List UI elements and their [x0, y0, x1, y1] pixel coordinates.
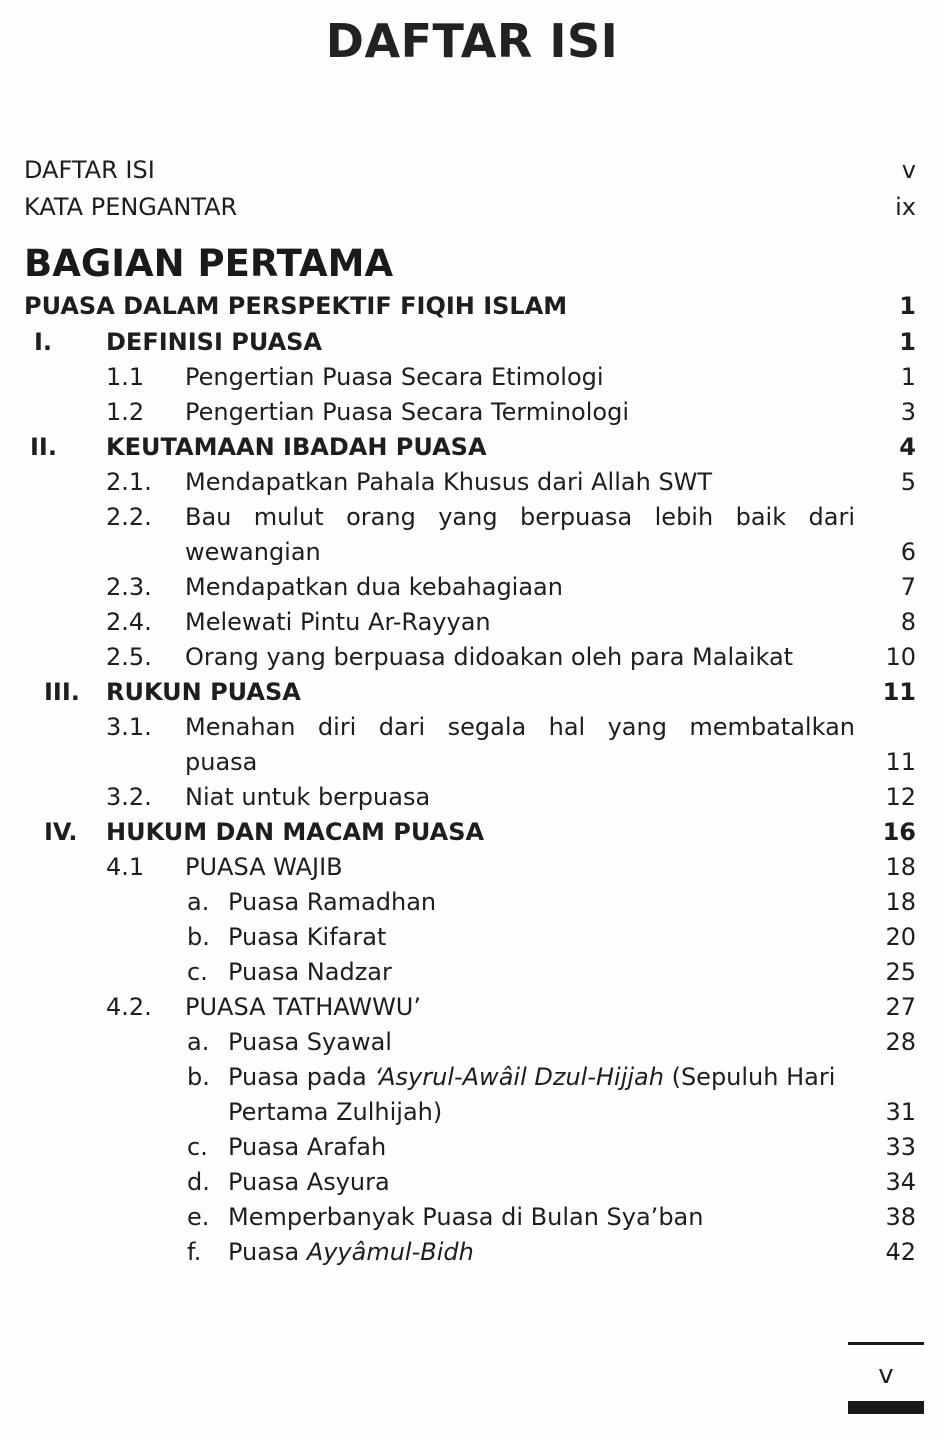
- chapter-number: III.: [44, 678, 80, 706]
- toc-page-number: 18: [885, 853, 916, 881]
- toc-entry-label: puasa: [185, 748, 258, 776]
- toc-entry-label: Puasa Nadzar: [228, 958, 392, 986]
- item-letter: b.: [187, 923, 210, 951]
- toc-page-number: 5: [900, 468, 916, 496]
- section-number: 4.1: [106, 853, 145, 881]
- toc-page-number: 16: [882, 818, 916, 846]
- toc-page-number: 7: [900, 573, 916, 601]
- toc-page-number: v: [901, 156, 916, 184]
- part-heading: BAGIAN PERTAMA: [24, 242, 394, 285]
- toc-entry-label: Memperbanyak Puasa di Bulan Sya’ban: [228, 1203, 704, 1231]
- toc-page-number: 12: [885, 783, 916, 811]
- section-number: 2.3.: [106, 573, 152, 601]
- folio-rule-bottom: [848, 1401, 924, 1414]
- toc-page-number: 6: [900, 538, 916, 566]
- folio-rule-top: [848, 1342, 924, 1345]
- toc-page-number: 1: [900, 363, 916, 391]
- toc-page-number: 18: [885, 888, 916, 916]
- chapter-number: I.: [34, 328, 53, 356]
- folio-page-number: v: [878, 1360, 894, 1390]
- item-letter: c.: [187, 958, 208, 986]
- section-number: 1.2: [106, 398, 145, 426]
- toc-entry-label: wewangian: [185, 538, 321, 566]
- toc-entry-label: Bau mulut orang yang berpuasa lebih baik dari: [185, 503, 855, 531]
- label-text: Puasa: [228, 1238, 307, 1266]
- toc-entry-label: DAFTAR ISI: [24, 156, 155, 184]
- toc-entry-label: Orang yang berpuasa didoakan oleh para Malaikat: [185, 643, 794, 671]
- toc-entry-label: Puasa Ramadhan: [228, 888, 437, 916]
- toc-entry-label: Menahan diri dari segala hal yang membatalkan: [185, 713, 855, 741]
- toc-page-number: 11: [882, 678, 916, 706]
- toc-entry-label: Puasa Kifarat: [228, 923, 387, 951]
- item-letter: f.: [187, 1238, 202, 1266]
- toc-page-number: 10: [885, 643, 916, 671]
- toc-entry-label: [228, 1235, 474, 1270]
- label-text: (Sepuluh Hari: [663, 1063, 836, 1091]
- chapter-number: IV.: [44, 818, 78, 846]
- toc-page-number: 3: [900, 398, 916, 426]
- toc-entry-label: Melewati Pintu Ar-Rayyan: [185, 608, 491, 636]
- toc-page-number: 4: [899, 433, 916, 461]
- toc-page-number: 8: [900, 608, 916, 636]
- toc-page-number: 20: [885, 923, 916, 951]
- toc-page-number: 33: [885, 1133, 916, 1161]
- section-number: 2.5.: [106, 643, 152, 671]
- page-title: DAFTAR ISI: [325, 14, 619, 68]
- toc-page-number: 11: [885, 748, 916, 776]
- item-letter: e.: [187, 1203, 210, 1231]
- item-letter: d.: [187, 1168, 210, 1196]
- chapter-label: DEFINISI PUASA: [106, 328, 322, 356]
- section-number: 2.4.: [106, 608, 152, 636]
- item-letter: a.: [187, 888, 210, 916]
- toc-page-number: 27: [885, 993, 916, 1021]
- section-number: 4.2.: [106, 993, 152, 1021]
- toc-entry-label: [228, 1060, 835, 1095]
- toc-entry-label: Niat untuk berpuasa: [185, 783, 431, 811]
- toc-page-number: ix: [895, 193, 916, 221]
- label-text: Puasa pada: [228, 1063, 375, 1091]
- section-label: PUASA TATHAWWU’: [185, 993, 422, 1021]
- toc-entry-label: Pengertian Puasa Secara Terminologi: [185, 398, 629, 426]
- toc-entry-label: KATA PENGANTAR: [24, 193, 238, 221]
- chapter-label: RUKUN PUASA: [106, 678, 301, 706]
- toc-page-number: 34: [885, 1168, 916, 1196]
- chapter-label: KEUTAMAAN IBADAH PUASA: [106, 433, 487, 461]
- toc-entry-label: Pengertian Puasa Secara Etimologi: [185, 363, 604, 391]
- toc-entry-label: Puasa Syawal: [228, 1028, 392, 1056]
- toc-page-number: 31: [885, 1098, 916, 1126]
- toc-entry-label: Puasa Arafah: [228, 1133, 387, 1161]
- label-italic: ‘Asyrul-Awâil Dzul-Hijjah: [374, 1063, 664, 1091]
- toc-page-number: 28: [885, 1028, 916, 1056]
- section-number: 1.1: [106, 363, 145, 391]
- section-number: 3.2.: [106, 783, 152, 811]
- section-number: 3.1.: [106, 713, 152, 741]
- item-letter: b.: [187, 1063, 210, 1091]
- toc-page-number: 1: [899, 328, 916, 356]
- toc-entry-label: Puasa Asyura: [228, 1168, 390, 1196]
- toc-page-number: 25: [885, 958, 916, 986]
- section-number: 2.2.: [106, 503, 152, 531]
- toc-entry-label: Mendapatkan dua kebahagiaan: [185, 573, 563, 601]
- item-letter: a.: [187, 1028, 210, 1056]
- toc-entry-label: Mendapatkan Pahala Khusus dari Allah SWT: [185, 468, 713, 496]
- toc-page-number: 38: [885, 1203, 916, 1231]
- toc-page-number: 42: [885, 1238, 916, 1266]
- toc-entry-label: Pertama Zulhijah): [228, 1098, 443, 1126]
- section-label: PUASA WAJIB: [185, 853, 343, 881]
- section-number: 2.1.: [106, 468, 152, 496]
- toc-page-number: 1: [899, 292, 916, 320]
- chapter-number: II.: [30, 433, 57, 461]
- chapter-label: HUKUM DAN MACAM PUASA: [106, 818, 485, 846]
- toc-entry-label: PUASA DALAM PERSPEKTIF FIQIH ISLAM: [24, 292, 568, 320]
- item-letter: c.: [187, 1133, 208, 1161]
- label-italic: Ayyâmul-Bidh: [306, 1238, 474, 1266]
